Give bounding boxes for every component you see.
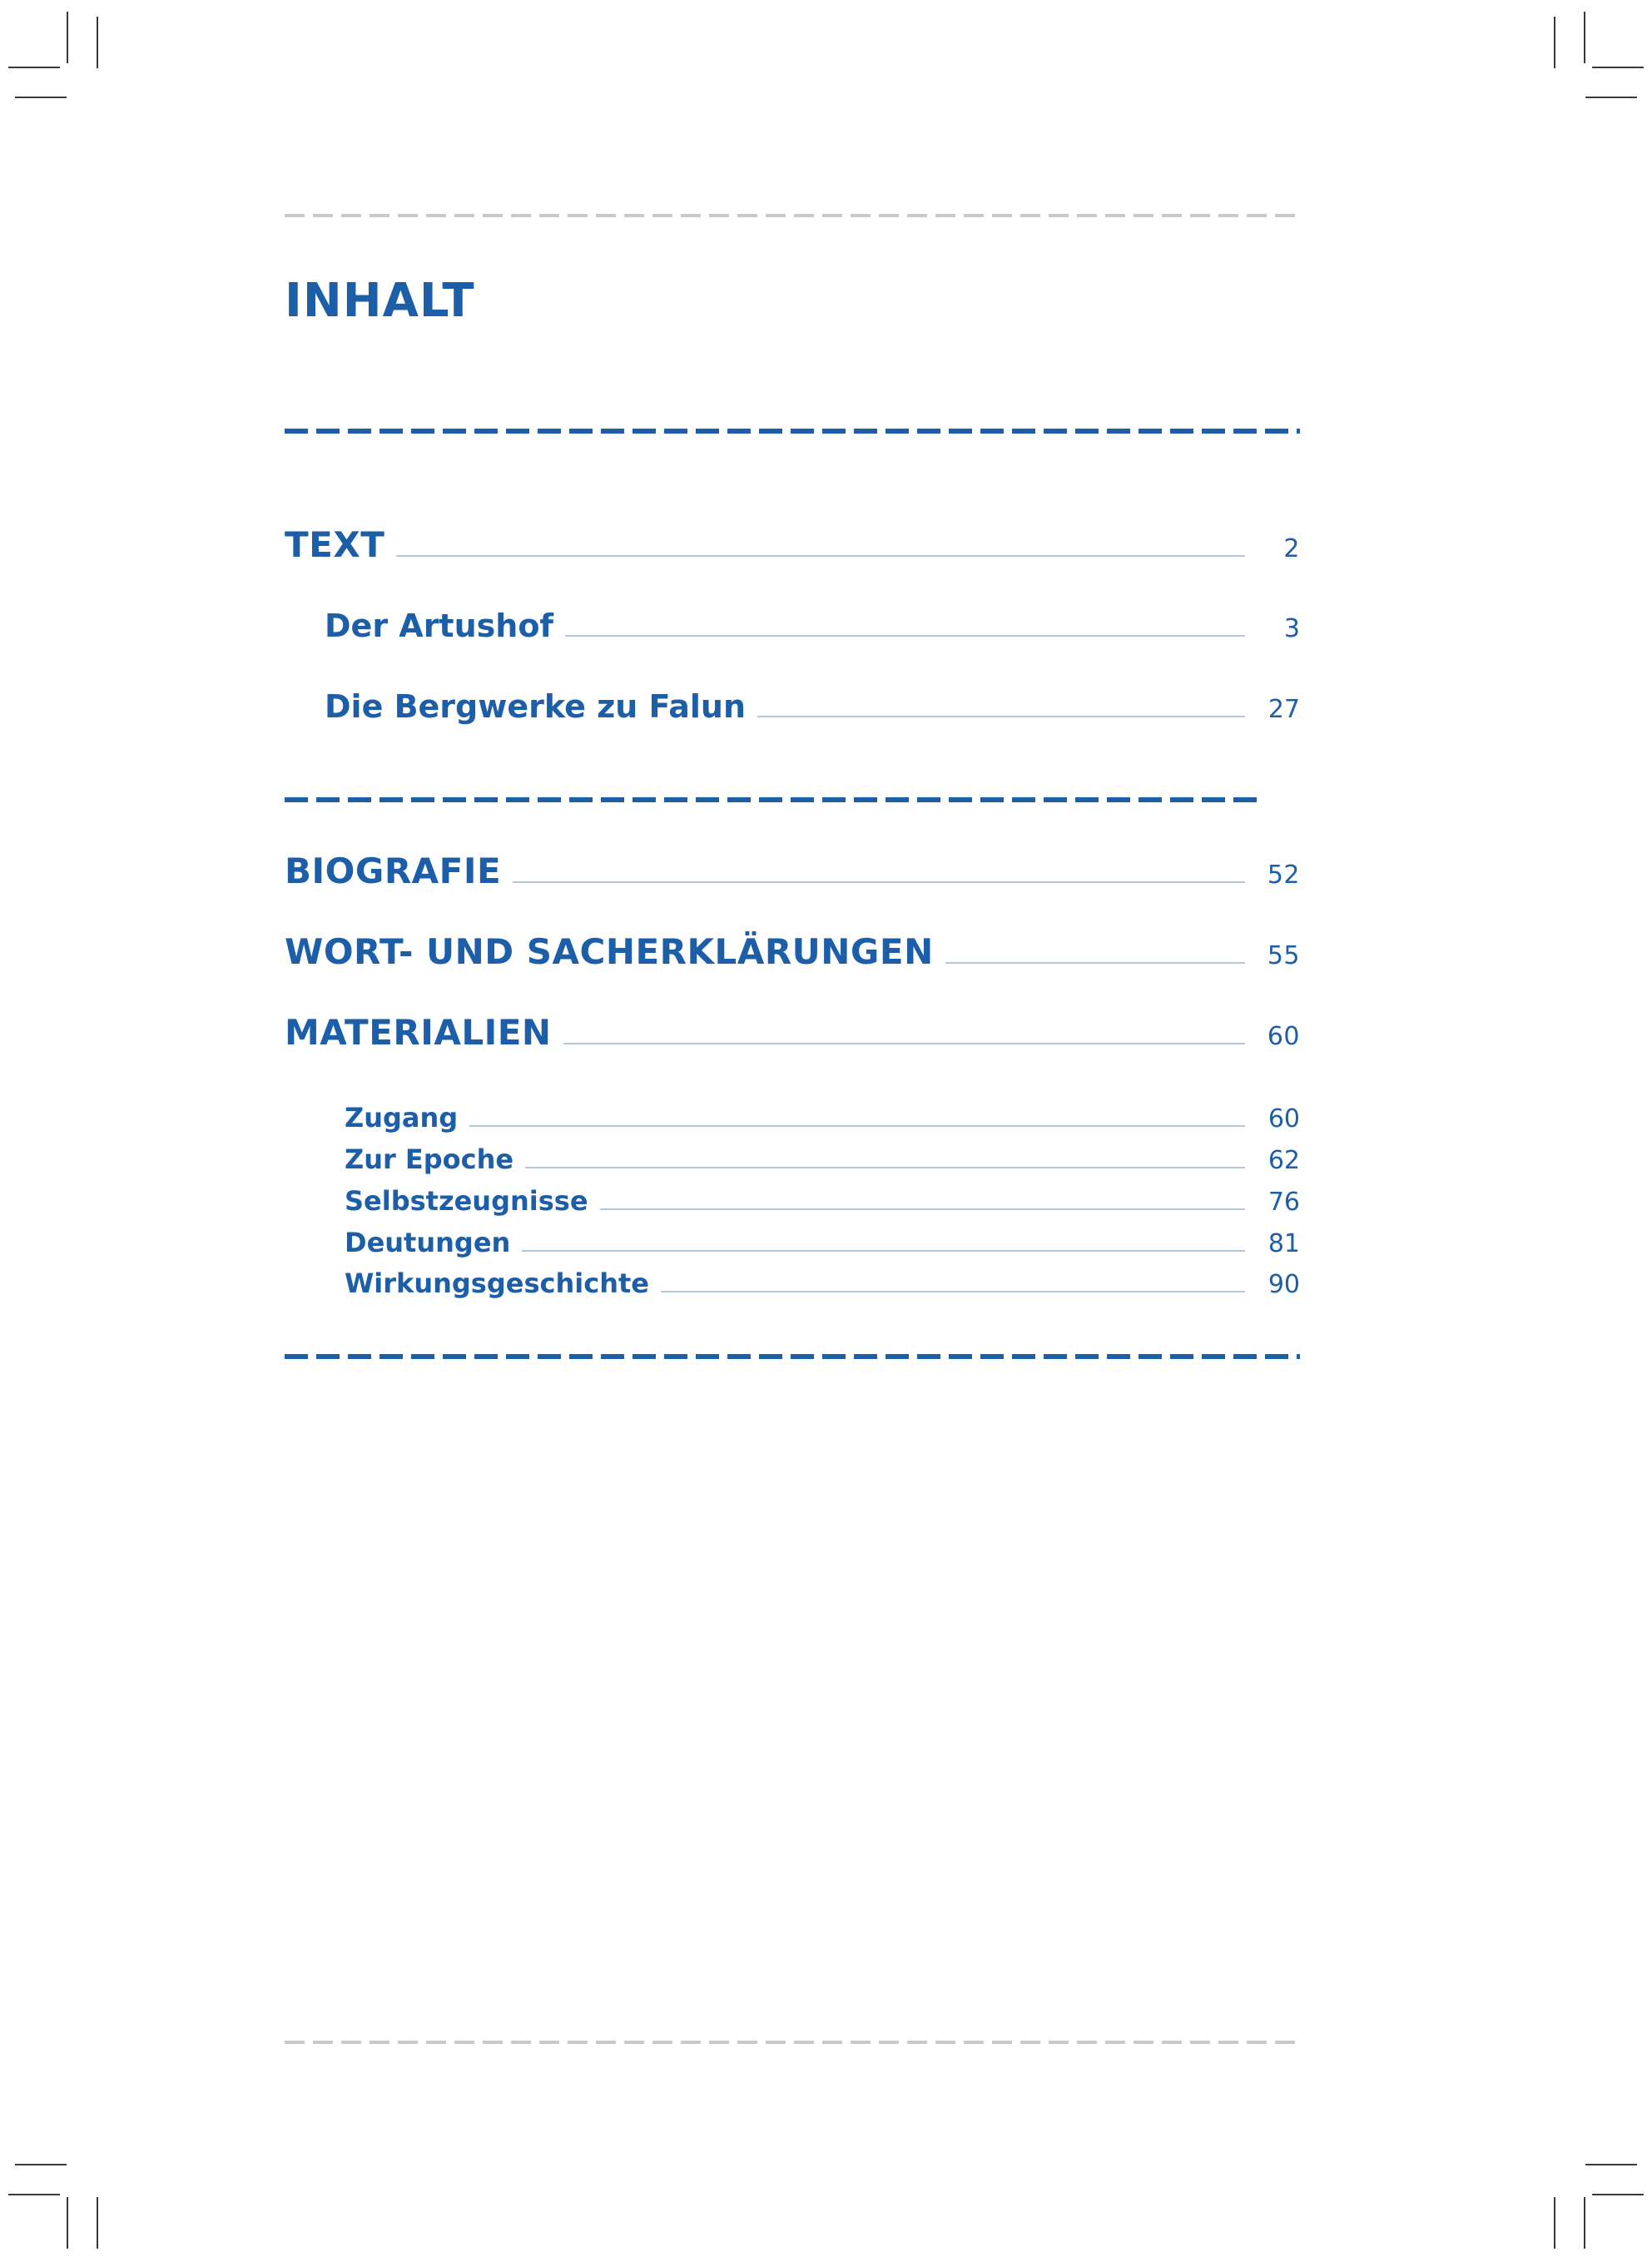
toc-entry-wort-und-sacherklaerungen[interactable]: [285, 931, 1300, 972]
toc-entry-bergwerke[interactable]: [325, 688, 1300, 725]
leader-line: [661, 1291, 1245, 1292]
page-title: INHALT: [285, 274, 475, 328]
toc-page-number: 55: [1267, 941, 1300, 970]
crop-mark: [67, 2197, 68, 2249]
toc-entry-zur-epoche[interactable]: [345, 1143, 1300, 1175]
leader-line: [469, 1125, 1245, 1127]
toc-entry-selbstzeugnisse[interactable]: [345, 1185, 1300, 1217]
leader-line: [563, 1043, 1245, 1044]
toc-label: Zugang: [345, 1102, 459, 1133]
toc-label: Die Bergwerke zu Falun: [325, 688, 747, 725]
toc-label: TEXT: [285, 524, 385, 565]
toc-label: Wirkungsgeschichte: [345, 1267, 649, 1299]
crop-mark: [15, 97, 67, 98]
leader-line: [565, 635, 1245, 637]
toc-entry-biografie[interactable]: [285, 851, 1300, 891]
crop-mark: [1584, 2197, 1585, 2249]
crop-mark: [15, 2164, 67, 2165]
toc-page-number: 81: [1268, 1229, 1300, 1258]
toc-entry-materialien[interactable]: [285, 1012, 1300, 1053]
toc-page-number: 2: [1283, 534, 1300, 563]
crop-mark: [1585, 97, 1637, 98]
section-divider: [285, 797, 1265, 802]
crop-mark: [97, 17, 98, 68]
crop-mark: [1585, 2164, 1637, 2165]
leader-line: [522, 1250, 1245, 1252]
toc-label: Deutungen: [345, 1227, 511, 1258]
toc-entry-deutungen[interactable]: [345, 1227, 1300, 1258]
toc-label: WORT- UND SACHERKLÄRUNGEN: [285, 931, 934, 972]
toc-label: MATERIALIEN: [285, 1012, 552, 1053]
toc-page-number: 60: [1267, 1022, 1300, 1051]
leader-line: [945, 962, 1245, 964]
crop-mark: [97, 2197, 98, 2249]
toc-entry-artushof[interactable]: [325, 608, 1300, 644]
toc-entry-wirkungsgeschichte[interactable]: [345, 1267, 1300, 1299]
crop-mark: [8, 2194, 60, 2195]
crop-mark: [8, 67, 60, 68]
toc-page-number: 3: [1283, 614, 1300, 643]
toc-label: Selbstzeugnisse: [345, 1185, 588, 1217]
toc-label: BIOGRAFIE: [285, 851, 502, 891]
title-divider: [285, 429, 1300, 434]
toc-label: Zur Epoche: [345, 1143, 514, 1175]
crop-mark: [1592, 2194, 1644, 2195]
toc-page-number: 76: [1268, 1188, 1300, 1217]
leader-line: [513, 881, 1245, 883]
toc-page-number: 90: [1268, 1270, 1300, 1299]
crop-mark: [1554, 2197, 1555, 2249]
top-dashed-rule: [285, 214, 1300, 217]
crop-mark: [1584, 12, 1585, 63]
bottom-dashed-rule: [285, 2041, 1300, 2044]
toc-page-number: 52: [1267, 861, 1300, 890]
toc-page-number: 62: [1268, 1146, 1300, 1175]
toc-entry-zugang[interactable]: [345, 1102, 1300, 1133]
toc-label: Der Artushof: [325, 608, 553, 644]
leader-line: [525, 1167, 1245, 1168]
toc-entry-text[interactable]: [285, 524, 1300, 565]
toc-page-number: 60: [1268, 1104, 1300, 1133]
leader-line: [757, 716, 1245, 717]
closing-divider: [285, 1354, 1300, 1359]
crop-mark: [1592, 67, 1644, 68]
toc-page-number: 27: [1268, 695, 1300, 724]
leader-line: [396, 555, 1245, 557]
leader-line: [600, 1208, 1245, 1210]
crop-mark: [67, 12, 68, 63]
crop-mark: [1554, 17, 1555, 68]
